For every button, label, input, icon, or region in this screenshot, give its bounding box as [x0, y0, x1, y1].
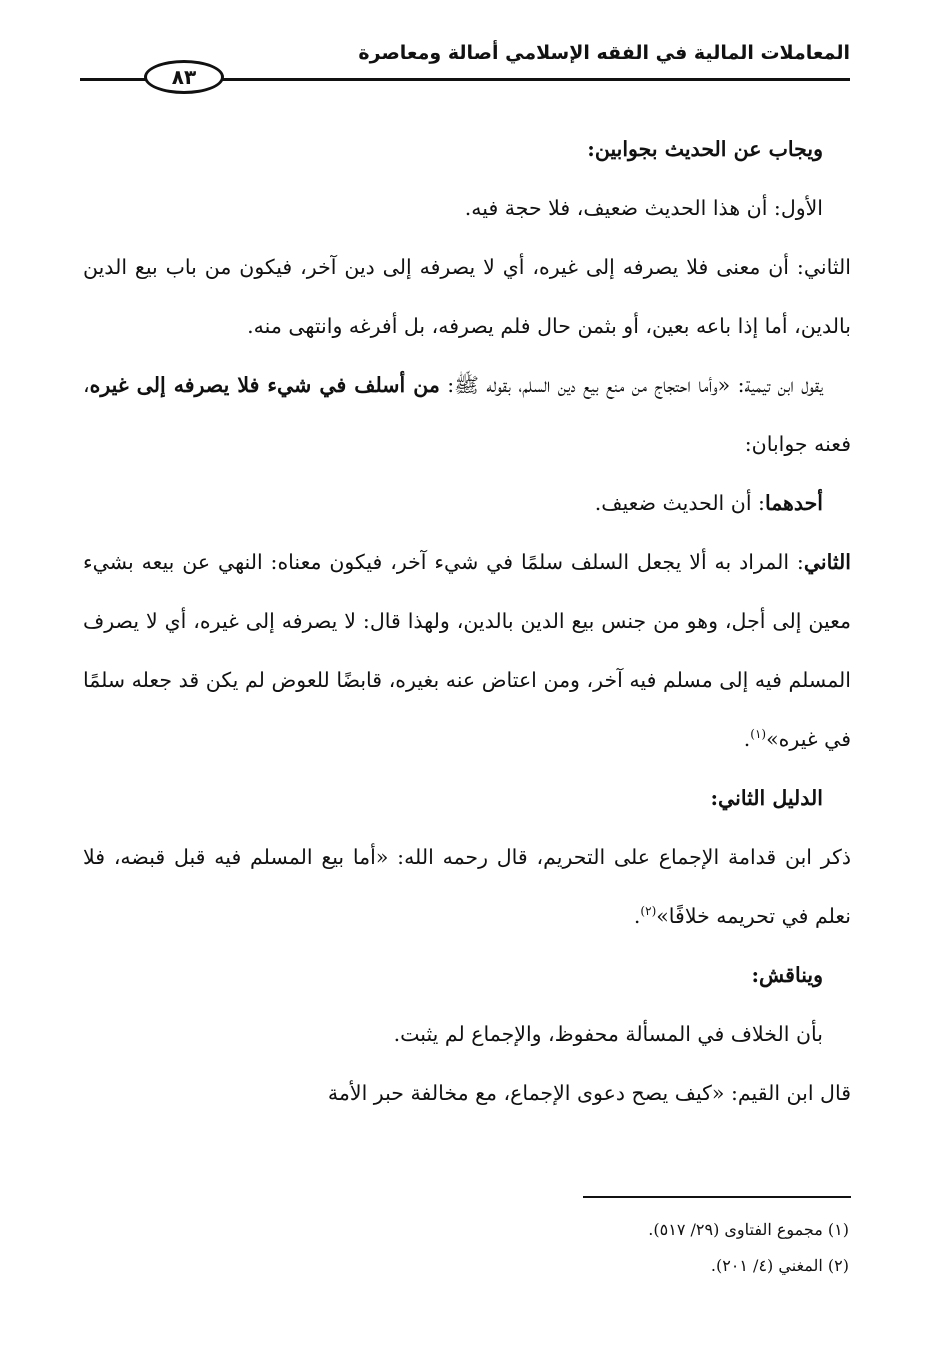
second-evidence-heading: الدليل الثاني: — [710, 786, 823, 810]
reply-label-second: الثاني — [803, 550, 851, 574]
hadith-text: من أسلف في شيء فلا يصرفه إلى غيره — [89, 373, 440, 397]
footnotes — [249, 1212, 849, 1284]
footnote-ref-2[interactable]: (٢) — [640, 904, 657, 919]
footnote-ref-1[interactable]: (١) — [750, 727, 767, 742]
reply-label-first: أحدهما — [764, 491, 823, 515]
page-number: ٨٣ — [144, 60, 224, 94]
footnote-rule — [583, 1196, 851, 1198]
paragraph-ibn-qayyim: قال ابن القيم: «كيف يصح دعوى الإجماع، مع مخالفة حبر الأمة — [327, 1081, 851, 1105]
running-title: المعاملات المالية في الفقه الإسلامي أصالة ومعاصرة — [358, 42, 850, 64]
paragraph-ibn-qudama — [83, 828, 851, 946]
quote-intro: يقول ابن تيمية: «وأما احتجاج من منع بيع دين السلم، بقوله ﷺ: — [439, 373, 823, 397]
discussion-heading: ويناقش: — [751, 963, 823, 987]
reply-text-first: : أن الحديث ضعيف. — [594, 491, 765, 515]
answer-heading: ويجاب عن الحديث بجوابين: — [587, 137, 823, 161]
paragraph-first-reply — [83, 474, 851, 533]
paragraph-first-answer: الأول: أن هذا الحديث ضعيف، فلا حجة فيه. — [464, 196, 823, 220]
paragraph-second-reply — [83, 533, 851, 769]
footnote-1: (١) مجموع الفتاوى (٢٩/ ٥١٧). — [648, 1220, 849, 1239]
body-text — [83, 120, 851, 1123]
paragraph-second-answer: الثاني: أن معنى فلا يصرفه إلى غيره، أي لا يصرفه إلى دين آخر، فيكون من باب بيع الدين بالدين، أما إذا باعه بعين، أو بثمن حال فلم يصرفه، بل أفرغه وانتهى منه. — [83, 255, 851, 338]
period: . — [633, 904, 641, 928]
quote-continuation: ، فعنه جوابان: — [83, 373, 851, 456]
period: . — [743, 727, 751, 751]
paragraph-discussion: بأن الخلاف في المسألة محفوظ، والإجماع لم يثبت. — [393, 1022, 823, 1046]
reply-text-second: : المراد به ألا يجعل السلف سلمًا في شيء آخر، فيكون معناه: النهي عن بيعه بشيء معين إلى أجل، وهو من جنس بيع الدين بالدين، ولهذا قال: لا يصرفه إلى غيره، أي لا يصرف المسلم فيه إلى مسلم فيه آخر، ومن اعتاض عنه بغيره، قابضًا للعوض لم يكن قد جعله سلمًا في غيره» — [83, 550, 851, 751]
footnote-2: (٢) المغني (٤/ ٢٠١). — [710, 1256, 849, 1275]
ibn-qudama-text: ذكر ابن قدامة الإجماع على التحريم، قال رحمه الله: «أما بيع المسلم فيه قبل قبضه، فلا نعلم في تحريمه خلافًا» — [83, 845, 851, 928]
page-header — [80, 34, 850, 98]
paragraph-ibn-taymiyya — [83, 356, 851, 474]
